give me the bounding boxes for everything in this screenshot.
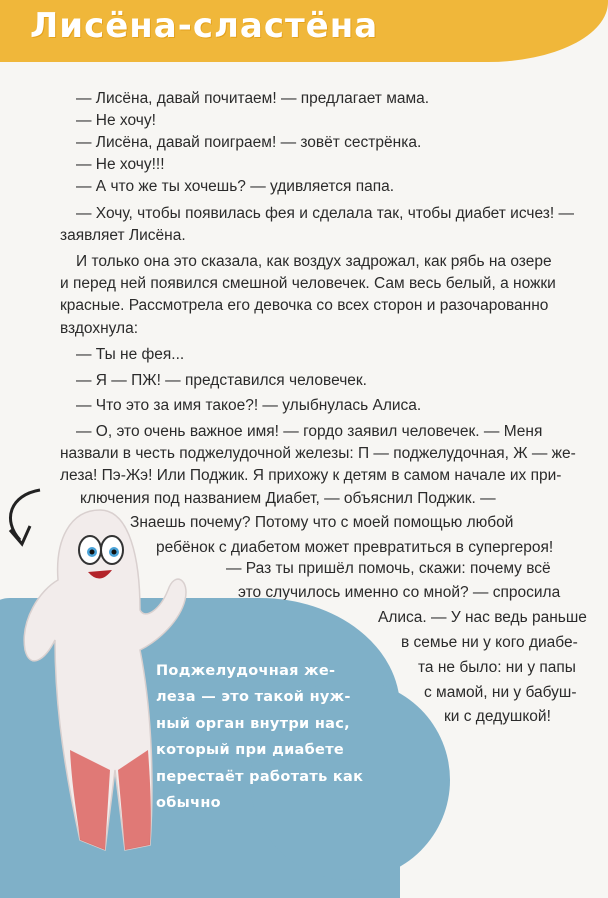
text-line: И только она это сказала, как воздух задрожал, как рябь на озере <box>76 253 552 270</box>
arrow-icon <box>10 490 40 540</box>
text-line: вздохнула: <box>60 320 139 337</box>
text-line: — Хочу, чтобы появилась фея и сделала так, чтобы диабет исчез! — <box>76 205 574 222</box>
info-line: обычно <box>156 795 221 812</box>
text-line: Алиса. — У нас ведь раньше <box>378 609 587 626</box>
info-line: леза — это такой нуж- <box>156 689 351 706</box>
text-line: ки с дедушкой! <box>444 708 551 725</box>
text-line: — Не хочу! <box>76 112 156 129</box>
info-box <box>156 658 363 816</box>
text-line: та не было: ни у папы <box>418 659 576 676</box>
info-line: Поджелудочная же- <box>156 663 336 679</box>
text-line: красные. Рассмотрела его девочка со всех сторон и разочарованно <box>60 297 549 314</box>
text-line: заявляет Лисёна. <box>60 227 186 244</box>
text-line: ключения под названием Диабет, — объяснил Поджик. — <box>80 490 496 507</box>
text-line: ребёнок с диабетом может превратиться в супергероя! <box>156 539 554 556</box>
text-line: — Лисёна, давай поиграем! — зовёт сестрёнка. <box>76 134 422 151</box>
text-line: — А что же ты хочешь? — удивляется папа. <box>76 178 395 195</box>
text-line: — Не хочу!!! <box>76 156 165 173</box>
text-line: с мамой, ни у бабуш- <box>424 684 577 701</box>
text-line: — О, это очень важное имя! — гордо заявил человечек. — Меня <box>76 423 543 440</box>
text-line: — Ты не фея... <box>76 346 185 363</box>
text-line: назвали в честь поджелудочной железы: П — поджелудочная, Ж — же- <box>60 445 576 462</box>
text-line: и перед ней появился смешной человечек. Сам весь белый, а ножки <box>60 275 556 292</box>
info-line: перестаёт работать как <box>156 768 364 785</box>
page-title: Лисёна-сластёна <box>30 6 379 46</box>
text-line: в семье ни у кого диабе- <box>401 634 578 651</box>
text-line: — Я — ПЖ! — представился человечек. <box>76 372 367 389</box>
text-line: леза! Пэ-Жэ! Или Поджик. Я прихожу к детям в самом начале их при- <box>60 467 562 484</box>
text-line: — Что это за имя такое?! — улыбнулась Алиса. <box>76 397 422 414</box>
info-line: который при диабете <box>156 742 345 759</box>
text-line: Знаешь почему? Потому что с моей помощью любой <box>130 514 514 531</box>
text-line: — Раз ты пришёл помочь, скажи: почему всё <box>226 560 551 577</box>
info-line: ный орган внутри нас, <box>156 715 350 732</box>
text-line: — Лисёна, давай почитаем! — предлагает мама. <box>76 90 430 107</box>
text-line: это случилось именно со мной? — спросила <box>238 584 561 601</box>
